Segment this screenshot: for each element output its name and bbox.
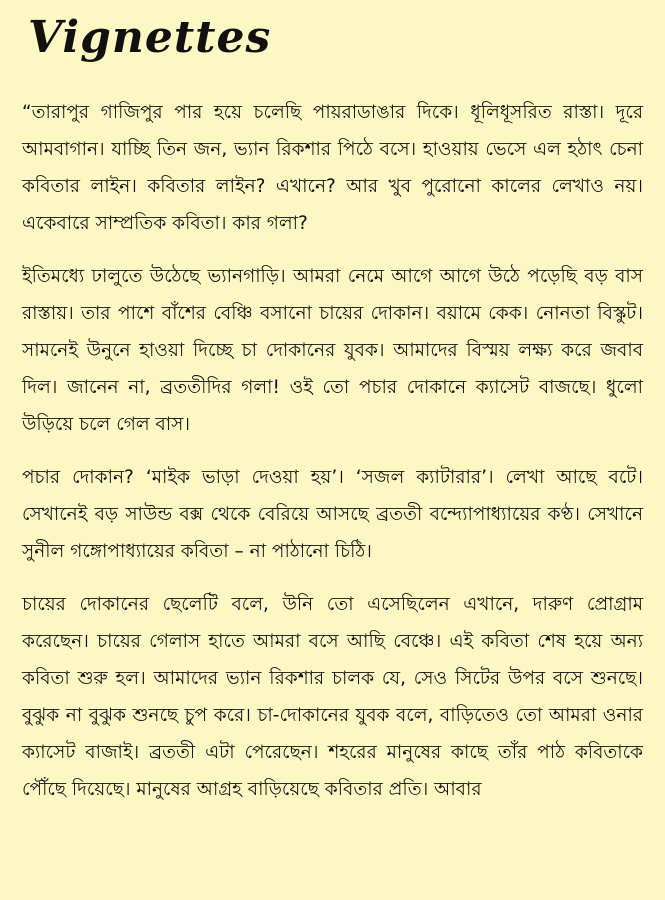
paragraph: পচার দোকান? ‘মাইক ভাড়া দেওয়া হয়’। ‘সজল ক্যাটারার’। লেখা আছে বটে। সেখানেই বড় সাউন্ড বক্স থেকে বেরিয়ে আসছে ব্রততী বন্দ্যোপাধ্যায়ের কণ্ঠ। সেখানে সুনীল গঙ্গোপাধ্যায়ের কবিতা – না পাঠানো চিঠি।: [22, 467, 643, 562]
paragraph: “তারাপুর গাজিপুর পার হয়ে চলেছি পায়রাডাঙার দিকে। ধূলিধূসরিত রাস্তা। দূরে আমবাগান। যাচ্ছি তিন জন, ভ্যান রিকশার পিঠে বসে। হাওয়ায় ভেসে এল হঠাৎ চেনা কবিতার লাইন। কবিতার লাইন? এখানে? আর খুব পুরোনো কালের লেখাও নয়। একেবারে সাম্প্রতিক কবিতা। কার গলা?: [22, 102, 643, 234]
article-body: [22, 94, 643, 808]
paragraph: চায়ের দোকানের ছেলেটি বলে, উনি তো এসেছিলেন এখানে, দারুণ প্রোগ্রাম করেছেন। চায়ের গেলাস হাতে আমরা বসে আছি বেঞ্চে। এই কবিতা শেষ হয়ে অন্য কবিতা শুরু হল। আমাদের ভ্যান রিকশার চালক যে, সেও সিটের উপর বসে শুনছে। বুঝুক না বুঝুক শুনছে চুপ করে। চা-দোকানের যুবক বলে, বাড়িতেও তো আমরা ওনার ক্যাসেট বাজাই। ব্রততী এটা পেরেছেন। শহরের মানুষের কাছে তাঁর পাঠ কবিতাকে পৌঁছে দিয়েছে। মানুষের আগ্রহ বাড়িয়েছে কবিতার প্রতি। আবার: [22, 594, 643, 800]
page-title: Vignettes: [28, 12, 272, 63]
paragraph: ইতিমধ্যে ঢালুতে উঠেছে ভ্যানগাড়ি। আমরা নেমে আগে আগে উঠে পড়েছি বড় বাস রাস্তায়। তার পাশে বাঁশের বেঞ্চি বসানো চায়ের দোকান। বয়ামে কেক। নোনতা বিস্কুট। সামনেই উনুনে হাওয়া দিচ্ছে চা দোকানের যুবক। আমাদের বিস্ময় লক্ষ্য করে জবাব দিল। জানেন না, ব্রততীদির গলা! ওই তো পচার দোকানে ক্যাসেট বাজছে। ধুলো উড়িয়ে চলে গেল বাস।: [22, 266, 643, 435]
